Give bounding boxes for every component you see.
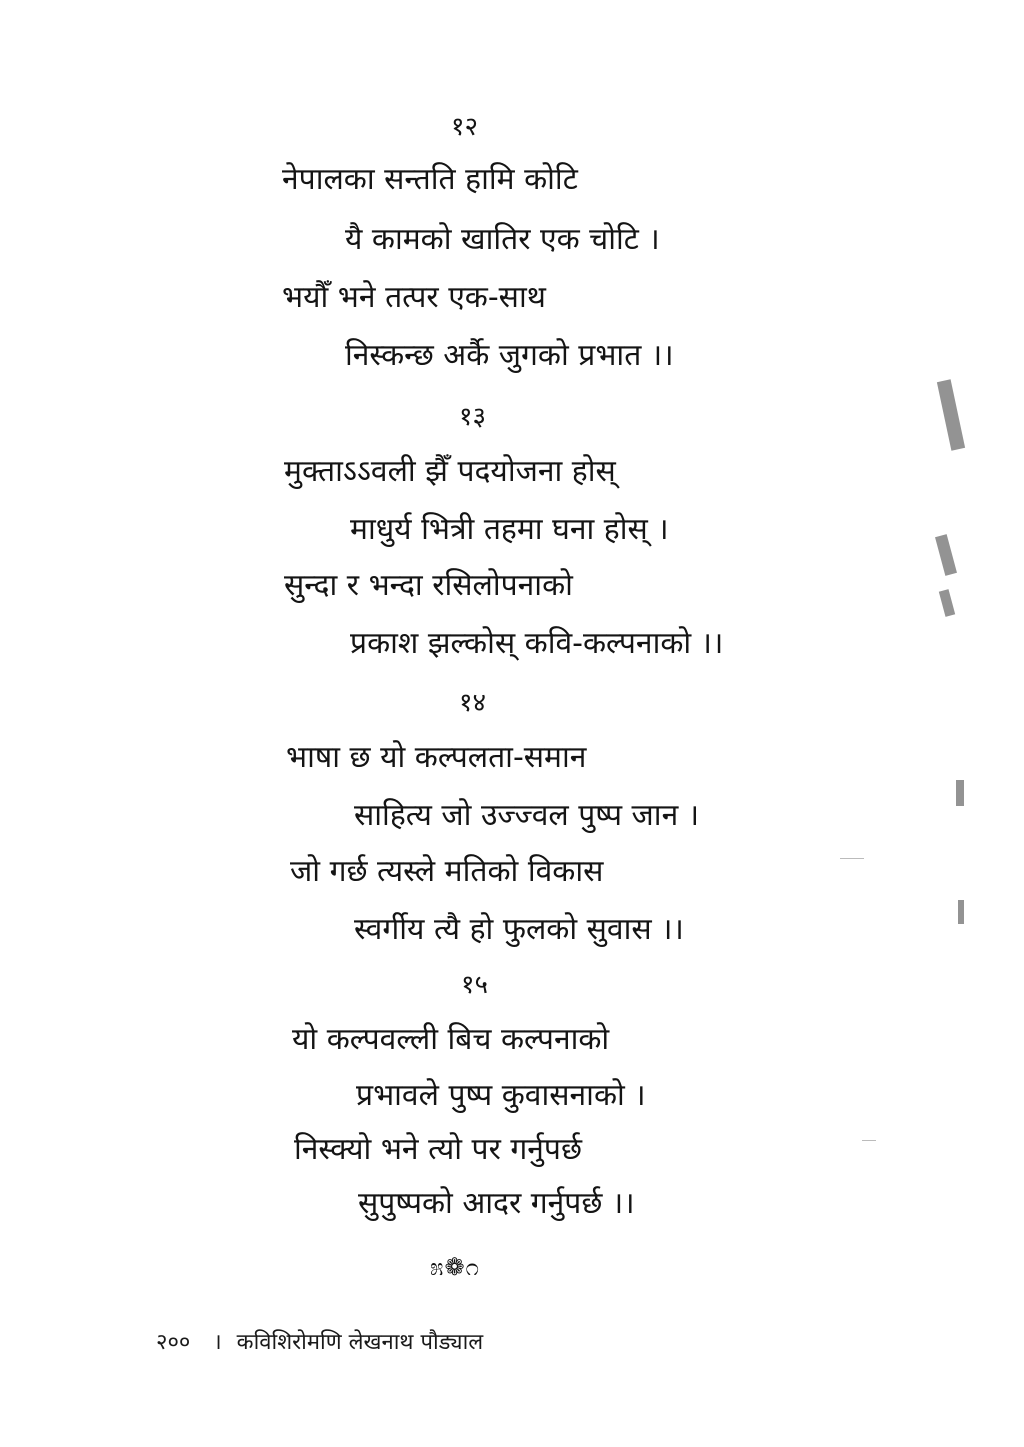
verse-line: प्रकाश झल्कोस् कवि-कल्पनाको ।। xyxy=(350,626,724,661)
stanza-number: १५ xyxy=(461,970,489,1000)
bleed-mark xyxy=(937,379,965,450)
speck-mark xyxy=(862,1140,876,1141)
verse-line: माधुर्य भित्री तहमा घना होस् । xyxy=(350,512,669,547)
page-number: २०० xyxy=(156,1330,191,1355)
bleed-mark xyxy=(956,780,964,806)
bleed-mark xyxy=(935,534,957,576)
bleed-mark xyxy=(939,589,955,617)
verse-line: सुपुष्पको आदर गर्नुपर्छ ।। xyxy=(358,1186,635,1221)
page-footer xyxy=(156,1328,483,1358)
verse-line: स्वर्गीय त्यै हो फुलको सुवास ।। xyxy=(354,912,684,947)
stanza-number: १२ xyxy=(451,112,479,142)
verse-line: जो गर्छ त्यस्ले मतिको विकास xyxy=(290,854,604,889)
verse-line: निस्क्यो भने त्यो पर गर्नुपर्छ xyxy=(294,1132,582,1167)
verse-line: यै कामको खातिर एक चोटि । xyxy=(345,222,660,257)
bleed-mark xyxy=(958,900,964,924)
verse-line: निस्कन्छ अर्कै जुगको प्रभात ।। xyxy=(345,338,674,373)
verse-line: मुक्ताऽऽवली झैँ पदयोजना होस् xyxy=(284,454,616,489)
verse-line: यो कल्पवल्ली बिच कल्पनाको xyxy=(292,1022,610,1057)
verse-line: सुन्दा र भन्दा रसिलोपनाको xyxy=(284,568,573,603)
verse-line: भयौँ भने तत्पर एक-साथ xyxy=(282,280,546,315)
book-title: कविशिरोमणि लेखनाथ पौड्याल xyxy=(236,1330,484,1355)
footer-separator: । xyxy=(213,1330,222,1355)
speck-mark xyxy=(840,858,864,859)
stanza-number: १४ xyxy=(459,688,487,718)
section-ornament: ೫❁೧ xyxy=(430,1253,480,1281)
verse-line: प्रभावले पुष्प कुवासनाको । xyxy=(356,1078,646,1113)
stanza-number: १३ xyxy=(459,402,487,432)
verse-line: भाषा छ यो कल्पलता-समान xyxy=(286,740,587,775)
verse-line: नेपालका सन्तति हामि कोटि xyxy=(282,162,578,197)
verse-line: साहित्य जो उज्ज्वल पुष्प जान । xyxy=(354,798,700,833)
